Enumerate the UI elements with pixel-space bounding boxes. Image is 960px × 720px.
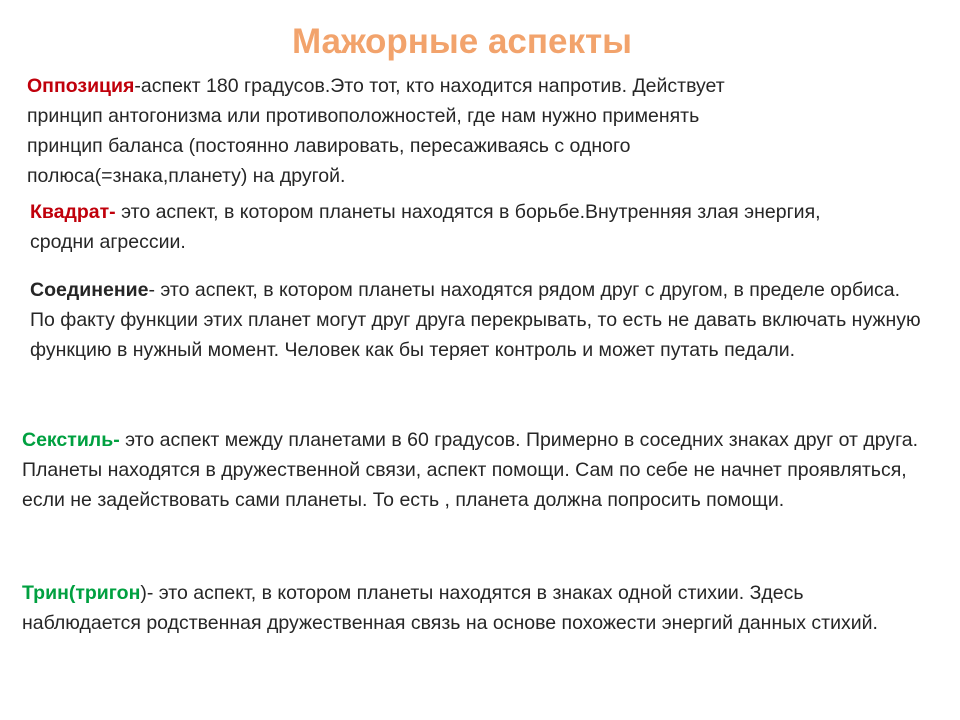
trine-text: )- это аспект, в котором планеты находятся в знаках одной стихии. Здесь наблюдается родственная дружественная связь на основе похожести энергий данных стихий.	[22, 582, 878, 634]
opposition-term: Оппозиция	[27, 75, 135, 97]
sextile-text: это аспект между планетами в 60 градусов. Примерно в соседних знаках друг от друга. Планеты находятся в дружественной связи, аспект помощи. Сам по себе не начнет проявляться, если не задействовать сами планеты. То есть , планета должна попросить помощи.	[22, 429, 919, 511]
trine-term: Трин(тригон	[22, 582, 141, 604]
square-term-dash: -	[109, 201, 116, 223]
square-paragraph	[30, 197, 830, 257]
conjunction-paragraph	[30, 275, 930, 365]
sextile-term-dash: -	[113, 429, 120, 451]
opposition-text: -аспект 180 градусов.Это тот, кто находится напротив. Действует принцип антогонизма или противоположностей, где нам нужно применять принцип баланса (постоянно лавировать, пересаживаясь с одного полюса(=знака,планету) на другой.	[27, 75, 725, 187]
conjunction-text: - это аспект, в котором планеты находятся рядом друг с другом, в пределе орбиса. По факту функции этих планет могут друг друга перекрывать, то есть не давать включать нужную функцию в нужный момент. Человек как бы теряет контроль и может путать педали.	[30, 279, 921, 361]
slide-title: Мажорные аспекты	[291, 22, 633, 61]
square-text: это аспект, в котором планеты находятся в борьбе.Внутренняя злая энергия, сродни агрессии.	[30, 201, 821, 253]
trine-paragraph	[22, 578, 922, 638]
sextile-paragraph	[22, 425, 952, 515]
opposition-paragraph	[27, 71, 747, 191]
square-term: Квадрат	[30, 201, 110, 223]
conjunction-term: Соединение	[30, 279, 149, 301]
sextile-term: Секстиль	[22, 429, 114, 451]
